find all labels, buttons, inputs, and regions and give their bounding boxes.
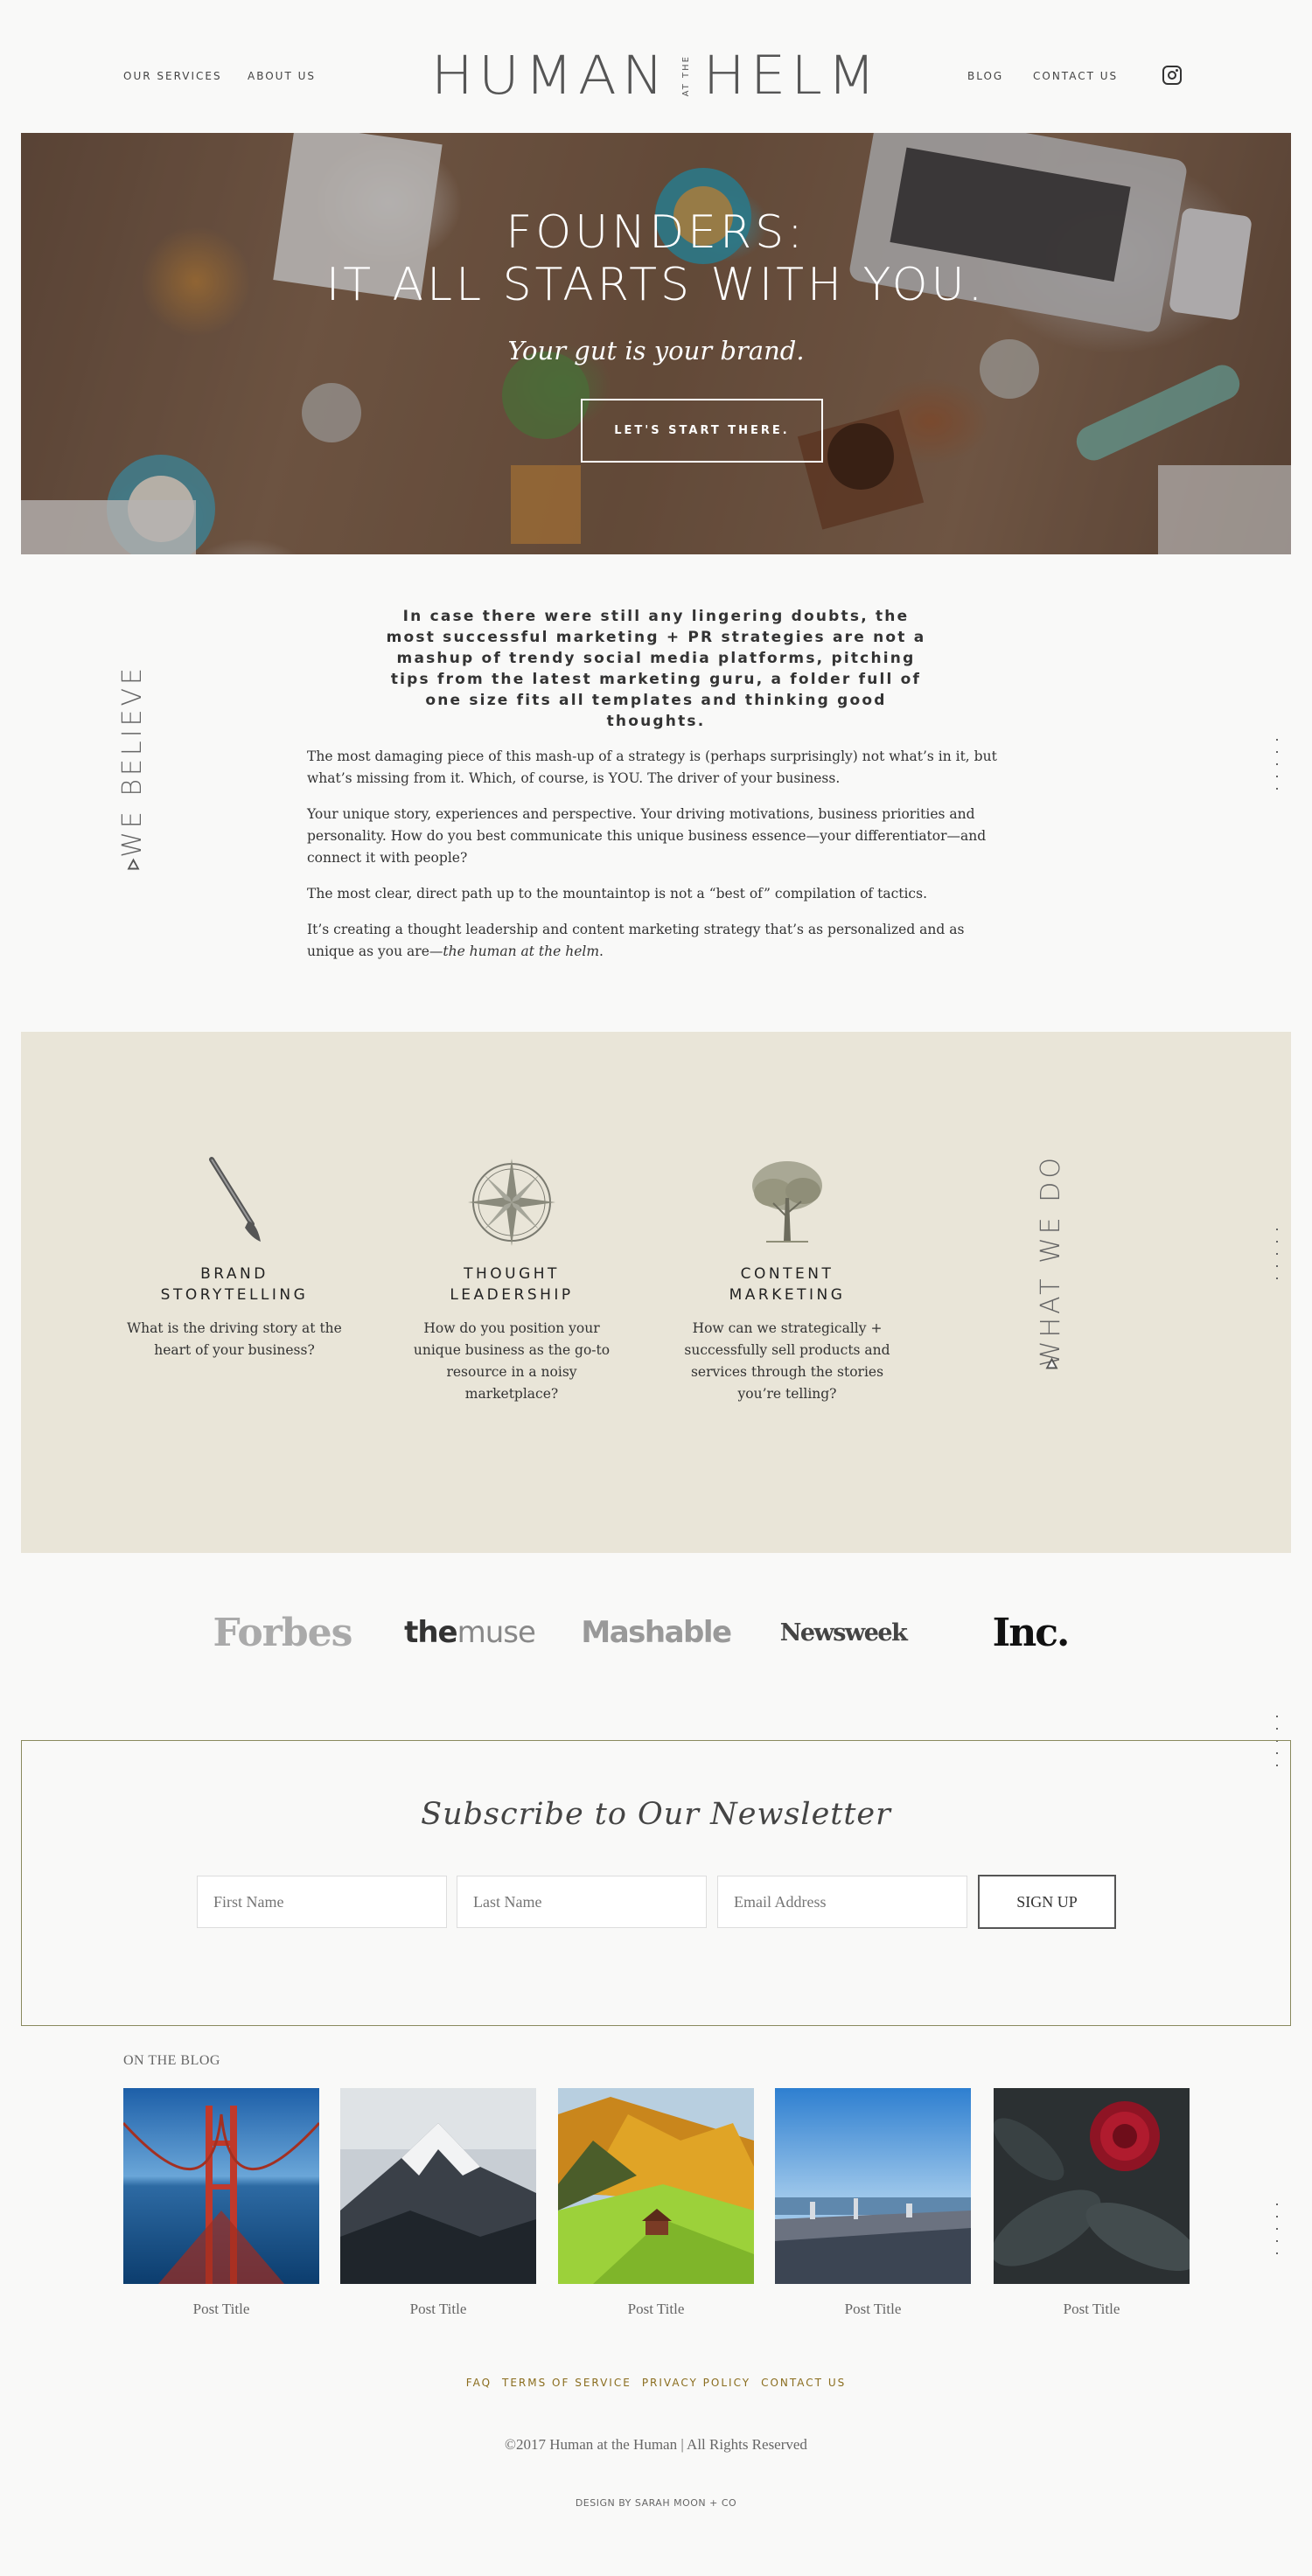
post-title: Post Title (409, 2301, 467, 2317)
scroll-dots-icon (1276, 739, 1280, 800)
service-text: How do you position your unique business as the go-to resource in a noisy marketplace? (413, 1320, 611, 1402)
what-we-do-label: WHAT WE DO (1036, 1154, 1066, 1368)
service-content-marketing[interactable] (673, 1154, 901, 1405)
press-logo-themuse[interactable] (404, 1613, 535, 1652)
blog-post-2[interactable] (340, 2088, 536, 2318)
blog-post-1[interactable] (123, 2088, 319, 2318)
sign-up-button[interactable]: SIGN UP (978, 1875, 1116, 1929)
believe-paragraph-1: The most damaging piece of this mash-up of a strategy is (perhaps surprisingly) not what’s in it, but what’s missing from it. Which, of course, is YOU. The driver of your business. (307, 748, 997, 786)
logo-helm: HELM (702, 45, 882, 108)
nav-our-services[interactable]: OUR SERVICES (123, 70, 222, 82)
arrow-up-icon (1046, 1358, 1058, 1369)
snowy-mountain-image (340, 2088, 536, 2284)
city-skyline-image (775, 2088, 971, 2284)
scroll-dots-icon (1276, 2204, 1280, 2265)
post-title: Post Title (627, 2301, 685, 2317)
golden-gate-bridge-image (123, 2088, 319, 2284)
we-believe-label: WE BELIEVE (117, 665, 148, 858)
service-title: THOUGHT LEADERSHIP (450, 1265, 574, 1304)
service-thought-leadership[interactable] (398, 1154, 625, 1405)
p4-end: . (599, 943, 604, 959)
nav-contact-us[interactable]: CONTACT US (1033, 70, 1119, 82)
press-logo-newsweek[interactable] (773, 1613, 913, 1652)
footer-link-contact[interactable]: CONTACT US (761, 2377, 847, 2389)
services-section (21, 1032, 1291, 1553)
red-dahlia-flower-image (994, 2088, 1190, 2284)
footer-link-privacy[interactable]: PRIVACY POLICY (641, 2377, 751, 2389)
inc-logo: Inc. (992, 1610, 1069, 1655)
forbes-logo: Forbes (213, 1610, 352, 1655)
first-name-input[interactable] (197, 1876, 447, 1928)
believe-paragraph-2: Your unique story, experiences and perspective. Your driving motivations, business priorities and personality. How do you best communicate this unique business essence—your differentiator—and connect it with people? (307, 806, 987, 866)
instagram-icon[interactable] (1162, 66, 1182, 85)
footer-links (0, 2377, 1312, 2389)
service-text: How can we strategically + successfully sell products and services through the stories you’re telling? (684, 1320, 890, 1402)
post-title: Post Title (192, 2301, 250, 2317)
press-logo-forbes[interactable] (213, 1610, 352, 1655)
p4-italic: the human at the helm (443, 943, 600, 959)
hero-title (21, 206, 1291, 311)
footer-link-terms[interactable]: TERMS OF SERVICE (502, 2377, 632, 2389)
blog-heading: ON THE BLOG (123, 2053, 220, 2068)
logo-at-the: AT THE (680, 55, 691, 97)
service-text: What is the driving story at the heart of your business? (127, 1320, 342, 1358)
hero-title-line2: IT ALL STARTS WITH YOU. (325, 259, 987, 311)
post-title: Post Title (1063, 2301, 1120, 2317)
believe-paragraph-3: The most clear, direct path up to the mountaintop is not a “best of” compilation of tactics. (307, 886, 927, 902)
service-title: BRAND STORYTELLING (160, 1265, 309, 1304)
tree-icon (735, 1154, 840, 1250)
email-input[interactable] (717, 1876, 967, 1928)
logo-human: HUMAN (430, 45, 669, 108)
site-logo[interactable] (427, 45, 885, 107)
themuse-logo-muse: muse (457, 1615, 535, 1650)
hero-subtitle: Your gut is your brand. (507, 336, 805, 366)
hero-cta-button[interactable]: LET'S START THERE. (581, 399, 823, 463)
nav-blog[interactable]: BLOG (967, 70, 1004, 82)
footer-link-faq[interactable]: FAQ (465, 2377, 492, 2389)
hero-title-line1: FOUNDERS: (506, 206, 806, 259)
nav-about-us[interactable]: ABOUT US (248, 70, 317, 82)
blog-post-3[interactable] (558, 2088, 754, 2318)
copyright-text: ©2017 Human at the Human | All Rights Reserved (505, 2436, 807, 2453)
scroll-dots-icon (1276, 1229, 1280, 1290)
believe-body (307, 746, 1007, 977)
p4-start: It’s creating a thought leadership and content marketing strategy that’s as personalized and as unique as you are— (307, 922, 965, 959)
mashable-logo: Mashable (581, 1615, 731, 1650)
compass-rose-icon (459, 1154, 564, 1250)
service-title: CONTENT MARKETING (729, 1265, 846, 1304)
newsletter-title: Subscribe to Our Newsletter (421, 1797, 891, 1832)
blog-post-4[interactable] (775, 2088, 971, 2318)
themuse-logo-the: the (404, 1615, 457, 1650)
design-credit[interactable]: DESIGN BY SARAH MOON + CO (575, 2497, 737, 2509)
paintbrush-icon (182, 1154, 287, 1250)
hero-banner (21, 133, 1291, 554)
press-logo-mashable[interactable] (581, 1613, 731, 1652)
believe-lead: In case there were still any lingering doubts, the most successful marketing + PR strategies are not a mashup of trendy social media platforms, pitching tips from the latest marketing guru, a folder full of one size fits all templates and thinking good thoughts. (386, 608, 926, 730)
autumn-meadow-cabin-image (558, 2088, 754, 2284)
blog-post-5[interactable] (994, 2088, 1190, 2318)
newsweek-logo: Newsweek (779, 1619, 907, 1647)
believe-paragraph-4 (307, 919, 1007, 963)
newsletter-box (21, 1740, 1291, 2026)
last-name-input[interactable] (457, 1876, 707, 1928)
post-title: Post Title (844, 2301, 902, 2317)
press-logo-inc[interactable] (978, 1610, 1083, 1655)
service-brand-storytelling[interactable] (121, 1154, 348, 1361)
arrow-up-icon (128, 859, 140, 870)
